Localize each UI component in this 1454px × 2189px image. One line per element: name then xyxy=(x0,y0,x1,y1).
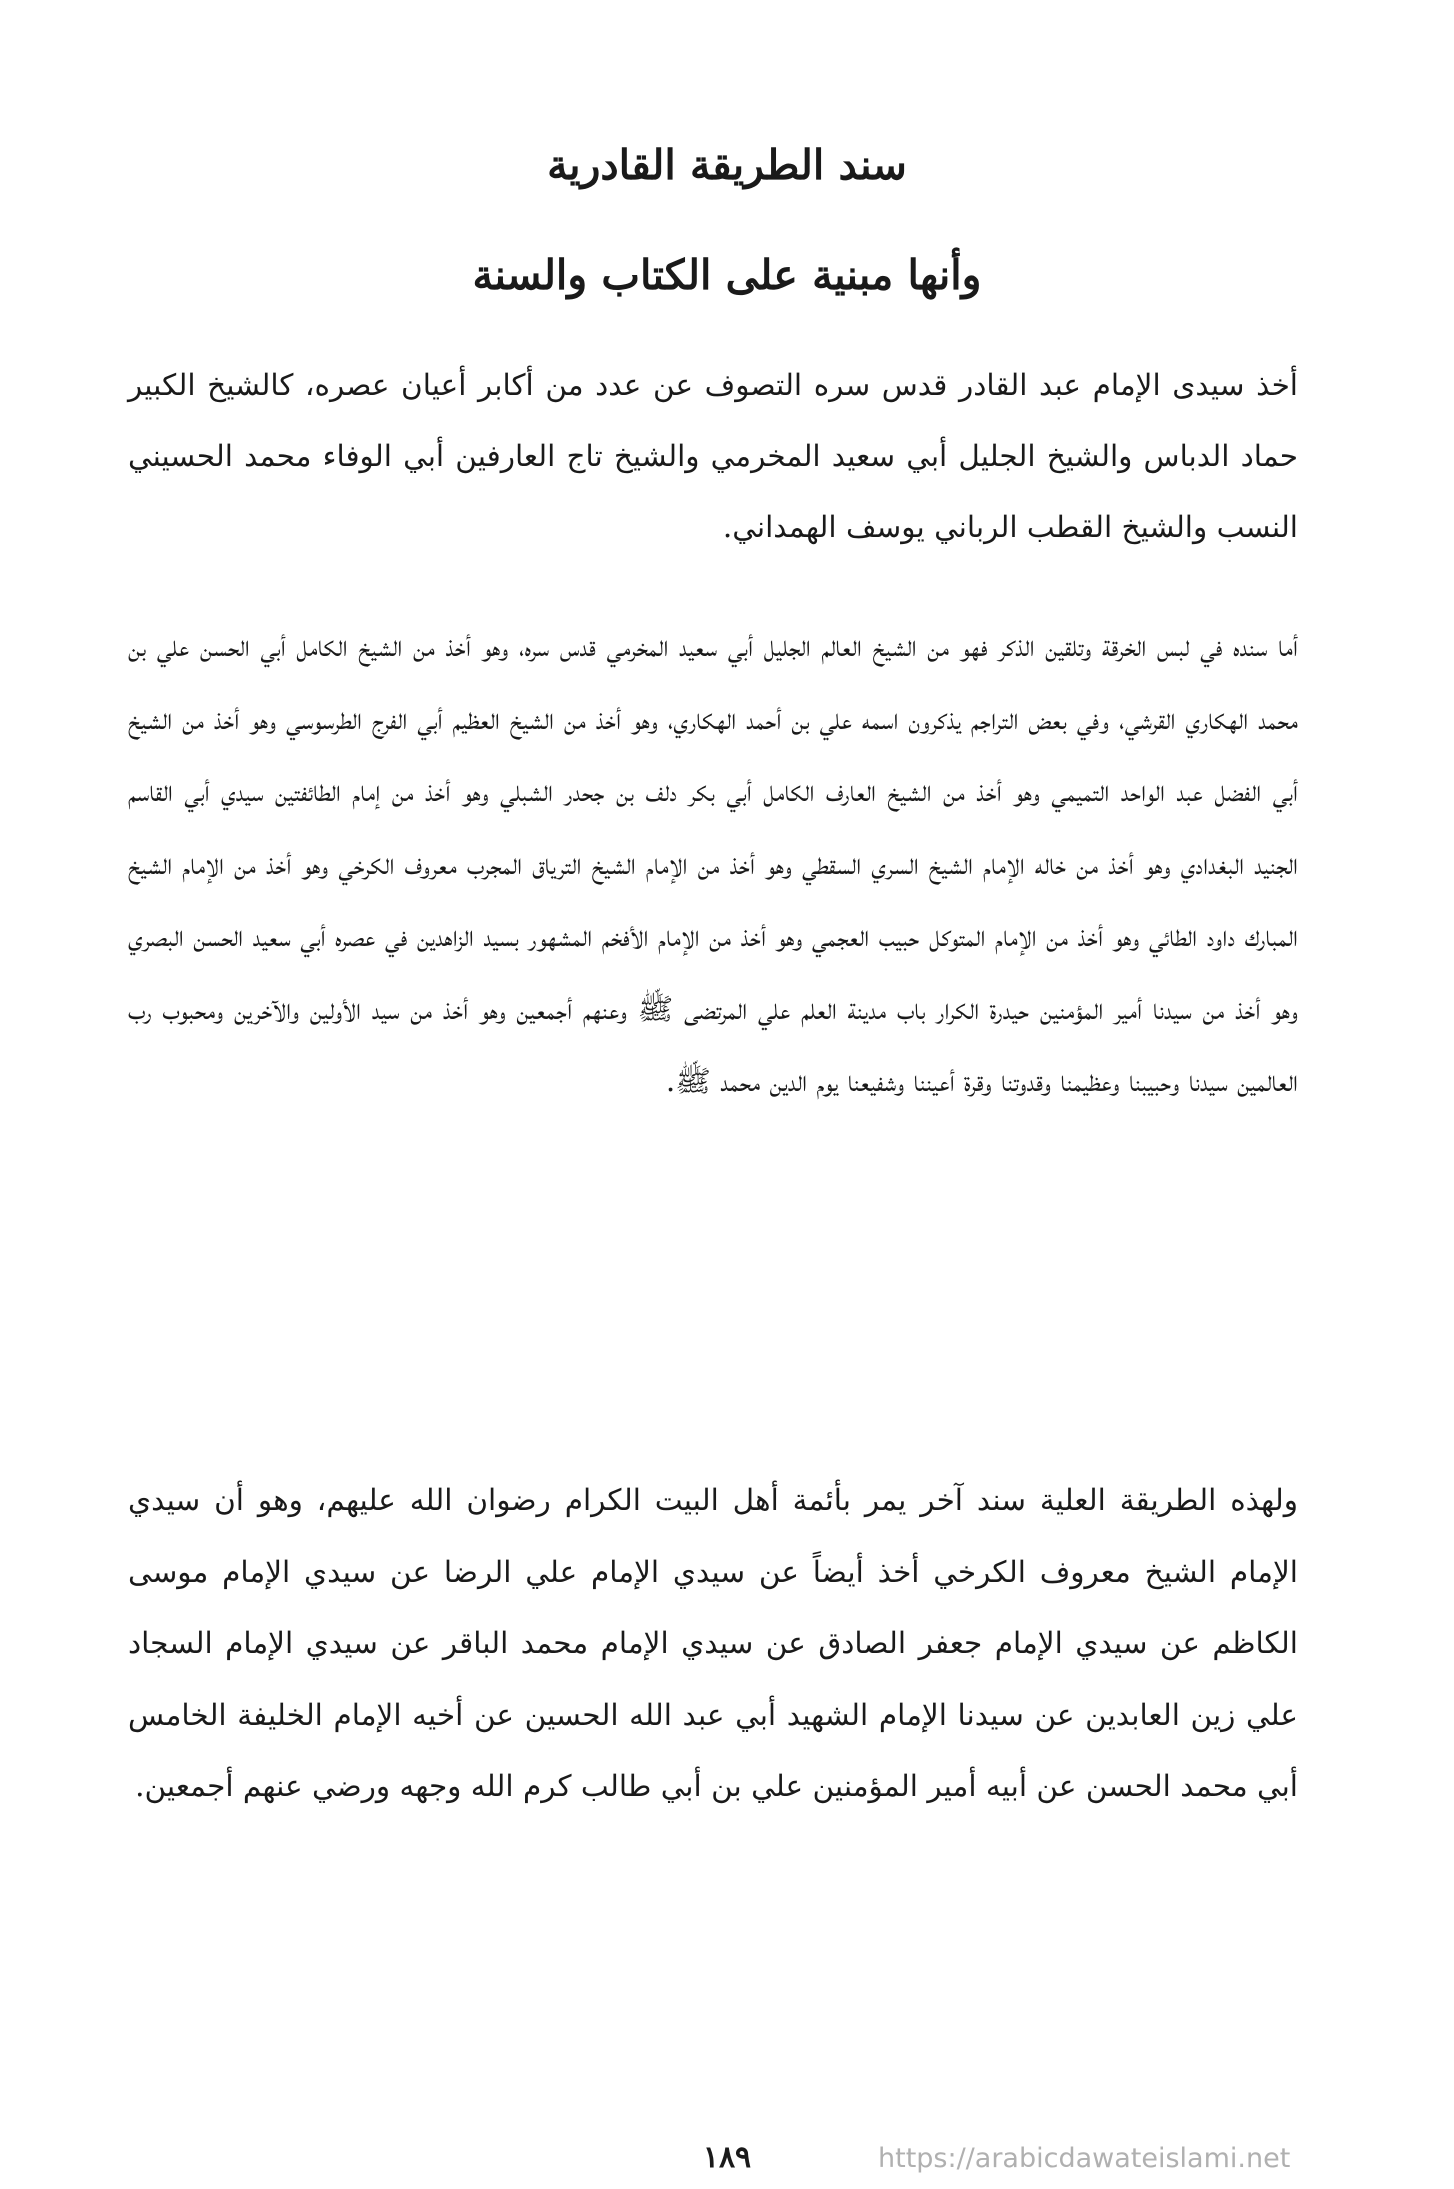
title-block xyxy=(0,110,1454,330)
paragraph-1: أخذ سيدى الإمام عبد القادر قدس سره التصوف عن عدد من أكابر أعيان عصره، كالشيخ الكبير حماد الدباس والشيخ الجليل أبي سعيد المخرمي والشيخ تاج العارفين أبي الوفاء محمد الحسيني النسب والشيخ القطب الرباني يوسف الهمداني. xyxy=(128,368,1298,544)
page-number: ١٨٩ xyxy=(702,2140,752,2175)
source-watermark: https://arabicdawateislami.net xyxy=(878,2143,1291,2174)
paragraph-2: أما سنده في لبس الخرقة وتلقين الذكر فهو من الشيخ العالم الجليل أبي سعيد المخرمي قدس سره، وهو أخذ من الشيخ الكامل أبي الحسن علي بن محمد الهكاري القرشي، وفي بعض التراجم يذكرون اسمه علي بن أحمد الهكاري، وهو أخذ من الشيخ العظيم أبي الفرج الطرسوسي وهو أخذ من الشيخ أبي الفضل عبد الواحد التميمي وهو أخذ من الشيخ العارف الكامل أبي بكر دلف بن جحدر الشبلي وهو أخذ من إمام الطائفتين سيدي أبي القاسم الجنيد البغدادي وهو أخذ من خاله الإمام الشيخ السري السقطي وهو أخذ من الإمام الشيخ الترياق المجرب معروف الكرخي وهو أخذ من الإمام الشيخ المبارك داود الطائي وهو أخذ من الإمام المتوكل حبيب العجمي وهو أخذ من الإمام الأفخم المشهور بسيد الزاهدين في عصره أبي سعيد الحسن البصري وهو أخذ من سيدنا أمير المؤمنين حيدرة الكرار باب مدينة العلم علي المرتضى ﷺ وعنهم أجمعين وهو أخذ من سيد الأولين والآخرين ومحبوب رب العالمين سيدنا وحبيبنا وعظيمنا وقدوتنا وقرة أعيننا وشفيعنا يوم الدين محمد ﷺ. xyxy=(128,629,1298,1098)
paragraph-3: ولهذه الطريقة العلية سند آخر يمر بأئمة أهل البيت الكرام رضوان الله عليهم، وهو أن سيدي الإمام الشيخ معروف الكرخي أخذ أيضاً عن سيدي الإمام علي الرضا عن سيدي الإمام موسى الكاظم عن سيدي الإمام جعفر الصادق عن سيدي الإمام محمد الباقر عن سيدي الإمام السجاد علي زين العابدين عن سيدنا الإمام الشهيد أبي عبد الله الحسين عن أخيه الإمام الخليفة الخامس أبي محمد الحسن عن أبيه أمير المؤمنين علي بن أبي طالب كرم الله وجهه ورضي عنهم أجمعين. xyxy=(128,1483,1298,1803)
page-subtitle: وأنها مبنية على الكتاب والسنة xyxy=(472,251,982,299)
page-title: سند الطريقة القادرية xyxy=(547,141,907,189)
